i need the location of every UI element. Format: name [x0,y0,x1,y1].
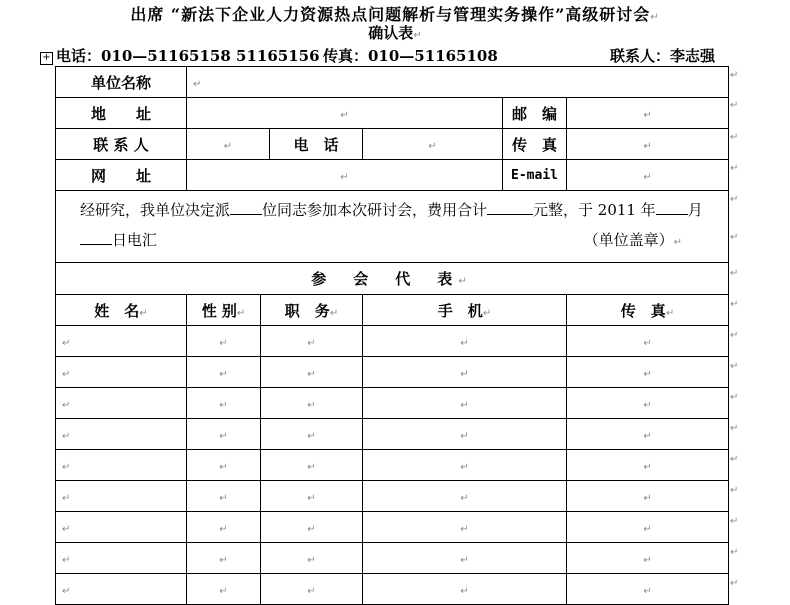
input-phone[interactable]: ↵ [363,129,503,160]
attendee-mobile-cell[interactable] [363,419,567,450]
paragraph-mark: ↵ [643,462,652,473]
attendee-name-cell[interactable] [56,419,187,450]
attendee-fax-cell[interactable] [567,450,729,481]
attendee-gender-cell[interactable] [187,388,261,419]
row-end-mark: ↵ [730,423,739,434]
input-fax[interactable]: ↵ [567,129,729,160]
input-unit-name[interactable]: ↵ [187,67,729,98]
paragraph-mark: ↵ [460,400,469,411]
paragraph-mark: ↵ [307,462,316,473]
paragraph-mark: ↵ [219,462,228,473]
column-header-mobile: 手 机↵ [363,295,567,326]
attendee-gender-cell[interactable] [187,357,261,388]
paragraph-mark: ↵ [219,400,228,411]
attendee-gender-cell[interactable] [187,419,261,450]
paragraph-mark: ↵ [219,369,228,380]
paragraph-mark: ↵ [219,586,228,597]
paragraph-mark: ↵ [307,369,316,380]
attendee-name-cell[interactable] [56,512,187,543]
document-title: 出席 “新法下企业人力资源热点问题解析与管理实务操作”高级研讨会↵ [130,5,660,24]
row-section-title [56,263,729,295]
paragraph-mark: ↵ [460,586,469,597]
attendee-name-cell[interactable] [56,574,187,605]
column-header-name: 姓 名↵ [56,295,187,326]
contact-person: 联系人：李志强 [610,47,716,65]
attendee-row [56,481,729,512]
paragraph-mark: ↵ [62,400,71,411]
attendee-gender-cell[interactable] [187,512,261,543]
attendee-gender-cell[interactable] [187,574,261,605]
paragraph-mark: ↵ [307,400,316,411]
row-end-mark: ↵ [730,268,739,279]
paragraph-mark: ↵ [643,524,652,535]
row-end-mark: ↵ [730,578,739,589]
attendee-fax-cell[interactable] [567,357,729,388]
attendee-row [56,326,729,357]
statement-paragraph: 经研究，我单位决定派 位同志参加本次研讨会，费用合计 元整，于 2011 年 月 日电汇 （单位盖章）↵ [56,191,729,263]
blank-day[interactable] [80,230,112,245]
input-address[interactable]: ↵ [187,98,503,129]
row-address [56,98,729,129]
row-unit-name [56,67,729,98]
paragraph-mark: ↵ [643,431,652,442]
paragraph-mark: ↵ [307,555,316,566]
attendee-row [56,543,729,574]
attendee-position-cell[interactable] [261,481,363,512]
column-header-fax: 传 真↵ [567,295,729,326]
row-end-mark: ↵ [730,232,739,243]
attendee-mobile-cell[interactable] [363,357,567,388]
input-contact-person[interactable]: ↵ [187,129,270,160]
row-statement [56,191,729,263]
label-phone: 电 话 [270,129,363,160]
paragraph-mark: ↵ [219,431,228,442]
blank-month[interactable] [656,200,688,215]
row-end-mark: ↵ [730,163,739,174]
paragraph-mark: ↵ [643,555,652,566]
row-end-mark: ↵ [730,392,739,403]
row-end-mark: ↵ [730,547,739,558]
row-end-mark: ↵ [730,194,739,205]
row-end-mark: ↵ [730,100,739,111]
paragraph-mark: ↵ [307,493,316,504]
attendee-row [56,450,729,481]
attendee-fax-cell[interactable] [567,481,729,512]
attendee-gender-cell[interactable] [187,450,261,481]
label-unit-name: 单位名称 [56,67,187,98]
attendee-gender-cell[interactable] [187,481,261,512]
paragraph-mark: ↵ [643,400,652,411]
row-end-mark: ↵ [730,516,739,527]
paragraph-mark: ↵ [219,493,228,504]
attendee-position-cell[interactable] [261,450,363,481]
paragraph-mark: ↵ [460,462,469,473]
paragraph-mark: ↵ [307,431,316,442]
row-end-mark: ↵ [730,132,739,143]
row-end-mark: ↵ [730,361,739,372]
paragraph-mark: ↵ [307,524,316,535]
attendee-name-cell[interactable] [56,326,187,357]
attendee-name-cell[interactable] [56,543,187,574]
paragraph-mark: ↵ [62,493,71,504]
attendee-row [56,574,729,605]
paragraph-mark: ↵ [460,524,469,535]
contact-phone: 电话：010—51165158 51165156 [56,47,320,65]
attendee-row [56,512,729,543]
attendee-fax-cell[interactable] [567,512,729,543]
paragraph-mark: ↵ [62,586,71,597]
row-end-mark: ↵ [730,70,739,81]
attendees-header-row [56,295,729,326]
row-end-mark: ↵ [730,299,739,310]
paragraph-mark: ↵ [62,338,71,349]
attendee-fax-cell[interactable] [567,543,729,574]
paragraph-mark: ↵ [219,524,228,535]
attendee-mobile-cell[interactable] [363,326,567,357]
attendee-position-cell[interactable] [261,326,363,357]
paragraph-mark: ↵ [643,369,652,380]
paragraph-mark: ↵ [460,338,469,349]
attendee-position-cell[interactable] [261,419,363,450]
row-end-mark: ↵ [730,330,739,341]
paragraph-mark: ↵ [62,524,71,535]
attendee-row [56,357,729,388]
unit-stamp-label: （单位盖章）↵ [583,231,683,249]
attendee-row [56,419,729,450]
attendee-rows [56,326,729,605]
attendee-name-cell[interactable] [56,450,187,481]
attendee-mobile-cell[interactable] [363,574,567,605]
paragraph-mark: ↵ [219,555,228,566]
attendee-mobile-cell[interactable] [363,388,567,419]
paragraph-mark: ↵ [62,369,71,380]
paragraph-mark: ↵ [62,431,71,442]
paragraph-mark: ↵ [460,555,469,566]
attendee-fax-cell[interactable] [567,388,729,419]
attendee-fax-cell[interactable] [567,326,729,357]
label-email: E-mail [503,160,567,191]
row-contact [56,129,729,160]
attendee-name-cell[interactable] [56,388,187,419]
input-email[interactable]: ↵ [567,160,729,191]
attendee-position-cell[interactable] [261,388,363,419]
attendee-row [56,388,729,419]
label-website: 网 址 [56,160,187,191]
label-address: 地 址 [56,98,187,129]
attendee-position-cell[interactable] [261,357,363,388]
blank-total-fee[interactable] [487,200,533,215]
paragraph-mark: ↵ [307,338,316,349]
attendee-name-cell[interactable] [56,357,187,388]
paragraph-mark: ↵ [307,586,316,597]
attendee-fax-cell[interactable] [567,574,729,605]
paragraph-mark: ↵ [460,369,469,380]
attendee-mobile-cell[interactable] [363,481,567,512]
row-website [56,160,729,191]
paragraph-mark: ↵ [460,493,469,504]
document-subtitle: 确认表↵ [368,24,422,42]
attendee-gender-cell[interactable] [187,543,261,574]
column-header-gender: 性 别↵ [187,295,261,326]
attendee-mobile-cell[interactable] [363,512,567,543]
attendee-fax-cell[interactable] [567,419,729,450]
paragraph-mark: ↵ [460,431,469,442]
paragraph-mark: ↵ [62,555,71,566]
blank-attendee-count[interactable] [230,200,262,215]
attendees-section-title: 参 会 代 表↵ [56,263,729,295]
paragraph-mark: ↵ [643,493,652,504]
column-header-position: 职 务↵ [261,295,363,326]
paragraph-mark: ↵ [643,586,652,597]
contact-fax: 传真：010—51165108 [323,47,498,65]
paragraph-mark: ↵ [219,338,228,349]
label-contact-person: 联 系 人 [56,129,187,160]
attendee-name-cell[interactable] [56,481,187,512]
input-postcode[interactable]: ↵ [567,98,729,129]
attendee-position-cell[interactable] [261,543,363,574]
attendee-gender-cell[interactable] [187,326,261,357]
row-end-mark: ↵ [730,485,739,496]
paragraph-mark: ↵ [643,338,652,349]
table-anchor-icon[interactable]: + [40,52,53,65]
paragraph-mark: ↵ [62,462,71,473]
input-website[interactable]: ↵ [187,160,503,191]
row-end-mark: ↵ [730,454,739,465]
attendee-position-cell[interactable] [261,574,363,605]
confirmation-form-table [55,66,729,605]
label-postcode: 邮 编 [503,98,567,129]
attendee-mobile-cell[interactable] [363,543,567,574]
attendee-position-cell[interactable] [261,512,363,543]
attendee-mobile-cell[interactable] [363,450,567,481]
label-fax: 传 真 [503,129,567,160]
